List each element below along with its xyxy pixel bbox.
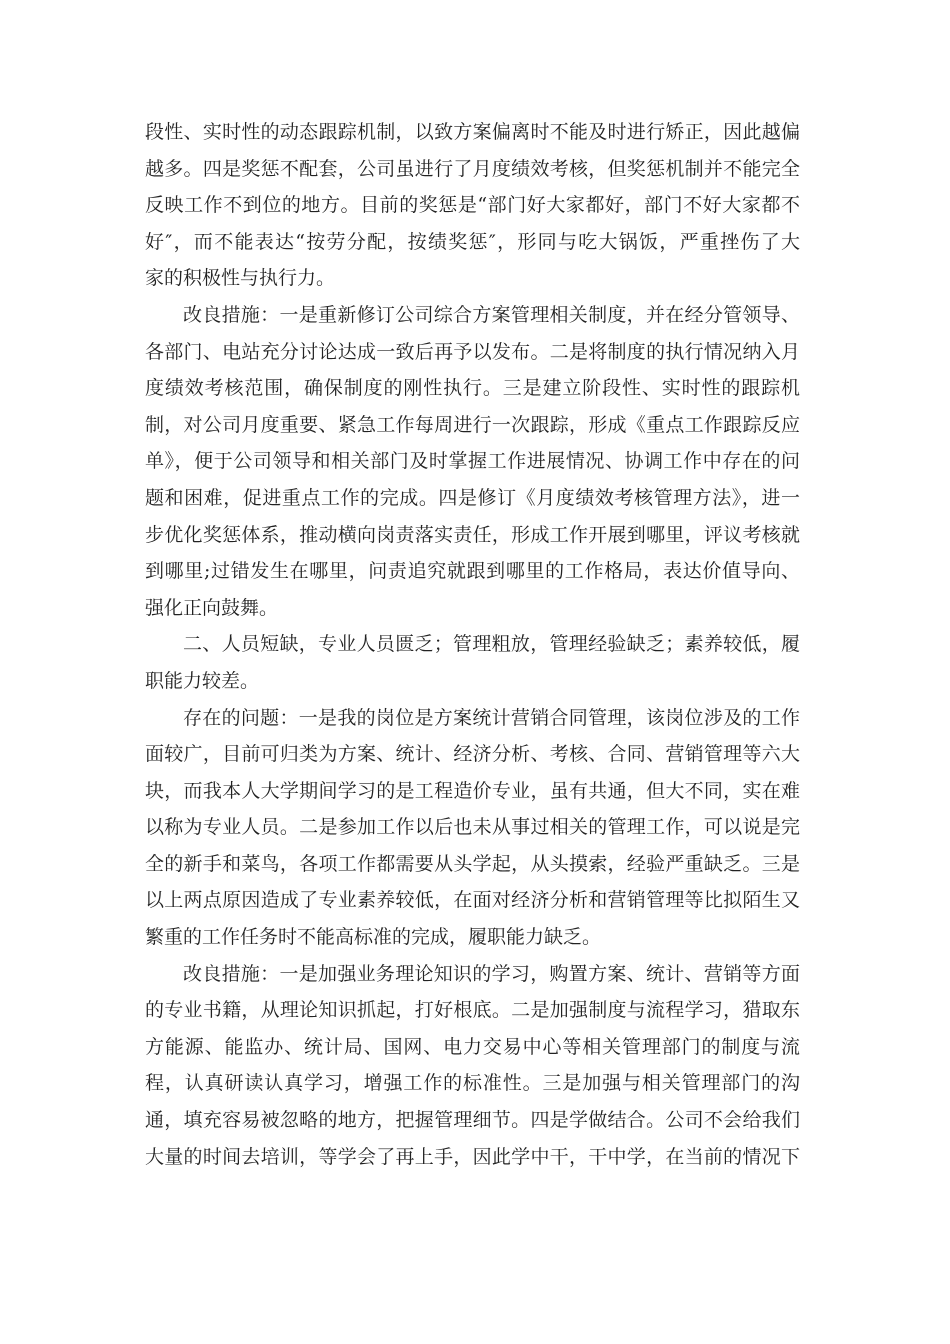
- paragraph: [145, 297, 800, 626]
- text-line: 单》，便于公司领导和相关部门及时掌握工作进展情况、协调工作中存在的问: [145, 450, 800, 473]
- paragraph: [145, 956, 800, 1176]
- text-line: 度绩效考核范围，确保制度的刚性执行。三是建立阶段性、实时性的跟踪机: [145, 377, 800, 400]
- text-line: 改良措施：一是重新修订公司综合方案管理相关制度，并在经分管领导、: [183, 303, 800, 326]
- text-line: 块，而我本人大学期间学习的是工程造价专业，虽有共通，但大不同，实在难: [145, 779, 800, 802]
- document-body: [145, 114, 800, 1175]
- text-line: 步优化奖惩体系，推动横向岗责落实责任，形成工作开展到哪里，评议考核就: [145, 523, 800, 546]
- text-line: 职能力较差。: [145, 669, 260, 692]
- text-line: 面较广，目前可归类为方案、统计、经济分析、考核、合同、营销管理等六大: [145, 743, 800, 766]
- text-line: 以称为专业人员。二是参加工作以后也未从事过相关的管理工作，可以说是完: [145, 816, 800, 839]
- text-line: 制，对公司月度重要、紧急工作每周进行一次跟踪，形成《重点工作跟踪反应: [145, 413, 800, 436]
- text-line: 强化正向鼓舞。: [145, 596, 279, 619]
- text-line: 家的积极性与执行力。: [145, 267, 336, 290]
- text-line: 改良措施：一是加强业务理论知识的学习，购置方案、统计、营销等方面: [183, 962, 800, 985]
- text-line: 好″，而不能表达“按劳分配，按绩奖惩″，形同与吃大锅饭，严重挫伤了大: [145, 230, 800, 253]
- text-line: 段性、实时性的动态跟踪机制，以致方案偏离时不能及时进行矫正，因此越偏: [145, 121, 800, 143]
- text-line: 存在的问题：一是我的岗位是方案统计营销合同管理，该岗位涉及的工作: [183, 706, 800, 729]
- text-line: 以上两点原因造成了专业素养较低，在面对经济分析和营销管理等比拟陌生又: [145, 889, 800, 912]
- text-line: 二、人员短缺，专业人员匮乏；管理粗放，管理经验缺乏；素养较低，履: [183, 633, 800, 656]
- paragraph: [145, 626, 800, 699]
- text-line: 方能源、能监办、统计局、国网、电力交易中心等相关管理部门的制度与流: [145, 1035, 800, 1058]
- text-line: 反映工作不到位的地方。目前的奖惩是“部门好大家都好，部门不好大家都不: [145, 194, 800, 217]
- text-line: 到哪里;过错发生在哪里，问责追究就跟到哪里的工作格局，表达价值导向、: [145, 560, 800, 583]
- text-line: 越多。四是奖惩不配套，公司虽进行了月度绩效考核，但奖惩机制并不能完全: [145, 157, 800, 180]
- text-line: 的专业书籍，从理论知识抓起，打好根底。二是加强制度与流程学习，猎取东: [145, 999, 800, 1022]
- text-line: 大量的时间去培训，等学会了再上手，因此学中干，干中学，在当前的情况下: [145, 1145, 800, 1168]
- text-line: 各部门、电站充分讨论达成一致后再予以发布。二是将制度的执行情况纳入月: [145, 340, 800, 363]
- text-line: 全的新手和菜鸟，各项工作都需要从头学起，从头摸索，经验严重缺乏。三是: [145, 852, 800, 875]
- paragraph: [145, 114, 800, 297]
- text-line: 通，填充容易被忽略的地方，把握管理细节。四是学做结合。公司不会给我们: [145, 1109, 800, 1132]
- text-line: 繁重的工作任务时不能高标准的完成，履职能力缺乏。: [145, 926, 602, 949]
- paragraph: [145, 700, 800, 956]
- text-line: 题和困难，促进重点工作的完成。四是修订《月度绩效考核管理方法》，进一: [145, 486, 800, 509]
- text-line: 程，认真研读认真学习，增强工作的标准性。三是加强与相关管理部门的沟: [145, 1072, 800, 1095]
